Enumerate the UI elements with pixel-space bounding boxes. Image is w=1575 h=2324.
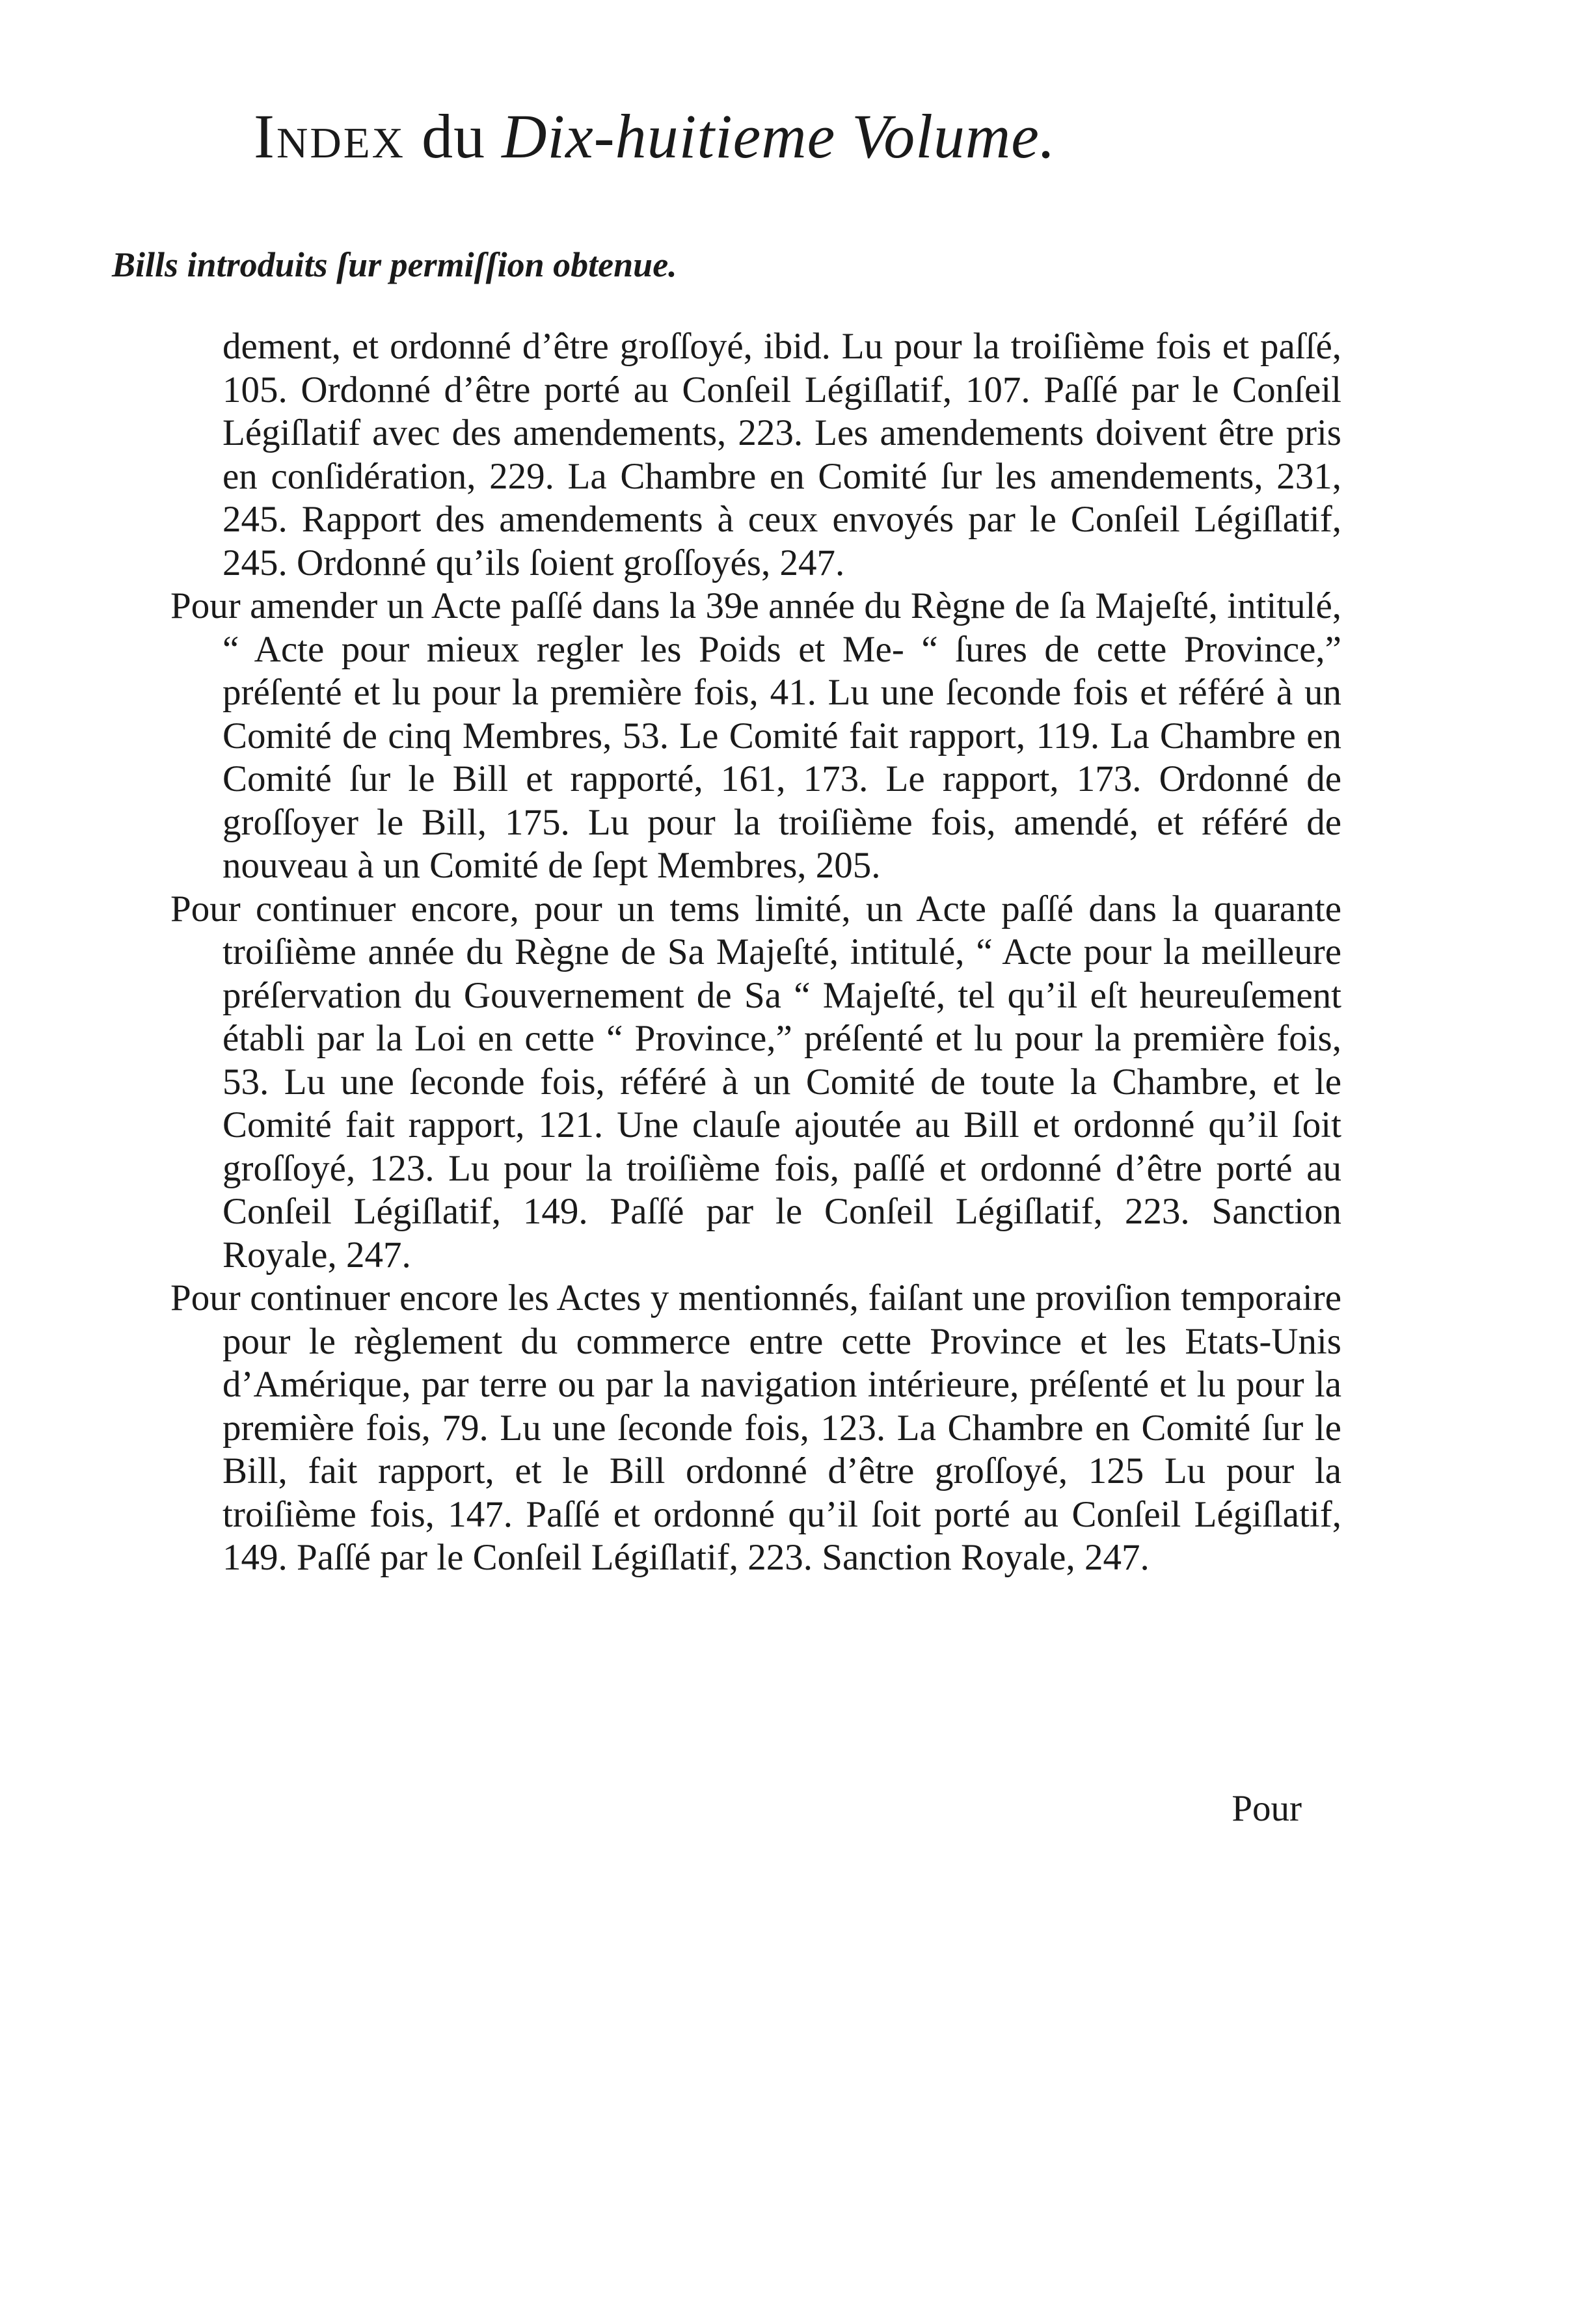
- running-title-volume: Dix-huitieme Volume.: [502, 101, 1056, 171]
- section-heading: Bills introduits ſur permiſſion obtenue.: [112, 245, 677, 284]
- index-entry: Pour amender un Acte paſſé dans la 39e année du Règne de ſa Majeſté, intitulé, “ Acte pour mieux regler les Poids et Me- “ ſures de cette Province,” préſenté et lu pour la première fois, 41. Lu une ſeconde fois et référé à un Comité de cinq Membres, 53. Le Comité fait rapport, 119. La Chambre en Comité ſur le Bill et rapporté, 161, 173. Le rapport, 173. Ordonné de groſſoyer le Bill, 175. Lu pour la troiſième fois, amendé, et référé de nouveau à un Comité de ſept Membres, 205.: [170, 585, 1341, 886]
- running-title-middle: du: [405, 101, 502, 171]
- running-title: [254, 98, 1056, 176]
- index-entry: dement, et ordonné d’être groſſoyé, ibid. Lu pour la troiſième fois et paſſé, 105. Ordonné d’être porté au Conſeil Légiſlatif, 107. Paſſé par le Conſeil Légiſlatif avec des amendements, 223. Les amendements doivent être pris en conſidération, 229. La Chambre en Comité ſur les amendements, 231, 245. Rapport des amendements à ceux envoyés par le Conſeil Légiſlatif, 245. Ordonné qu’ils ſoient groſſoyés, 247.: [222, 326, 1341, 583]
- running-title-prefix: Index: [254, 101, 406, 171]
- index-entries: [170, 325, 1341, 1580]
- index-entry: Pour continuer encore les Actes y mentionnés, faiſant une proviſion temporaire pour le règlement du commerce entre cette Province et les Etats-Unis d’Amérique, par terre ou par la navigation intérieure, préſenté et lu pour la première fois, 79. Lu une ſeconde fois, 123. La Chambre en Comité ſur le Bill, fait rapport, et le Bill ordonné d’être groſſoyé, 125 Lu pour la troiſième fois, 147. Paſſé et ordonné qu’il ſoit porté au Conſeil Légiſlatif, 149. Paſſé par le Conſeil Légiſlatif, 223. Sanction Royale, 247.: [170, 1277, 1341, 1578]
- catchword: Pour: [1232, 1788, 1302, 1829]
- index-entry: Pour continuer encore, pour un tems limité, un Acte paſſé dans la quarante troiſième année du Règne de Sa Majeſté, intitulé, “ Acte pour la meilleure préſervation du Gouvernement de Sa “ Majeſté, tel qu’il eſt heureuſement établi par la Loi en cette “ Province,” préſenté et lu pour la première fois, 53. Lu une ſeconde fois, référé à un Comité de toute la Chambre, et le Comité fait rapport, 121. Une clauſe ajoutée au Bill et ordonné qu’il ſoit groſſoyé, 123. Lu pour la troiſième fois, paſſé et ordonné d’être porté au Conſeil Légiſlatif, 149. Paſſé par le Conſeil Légiſlatif, 223. Sanction Royale, 247.: [170, 888, 1341, 1276]
